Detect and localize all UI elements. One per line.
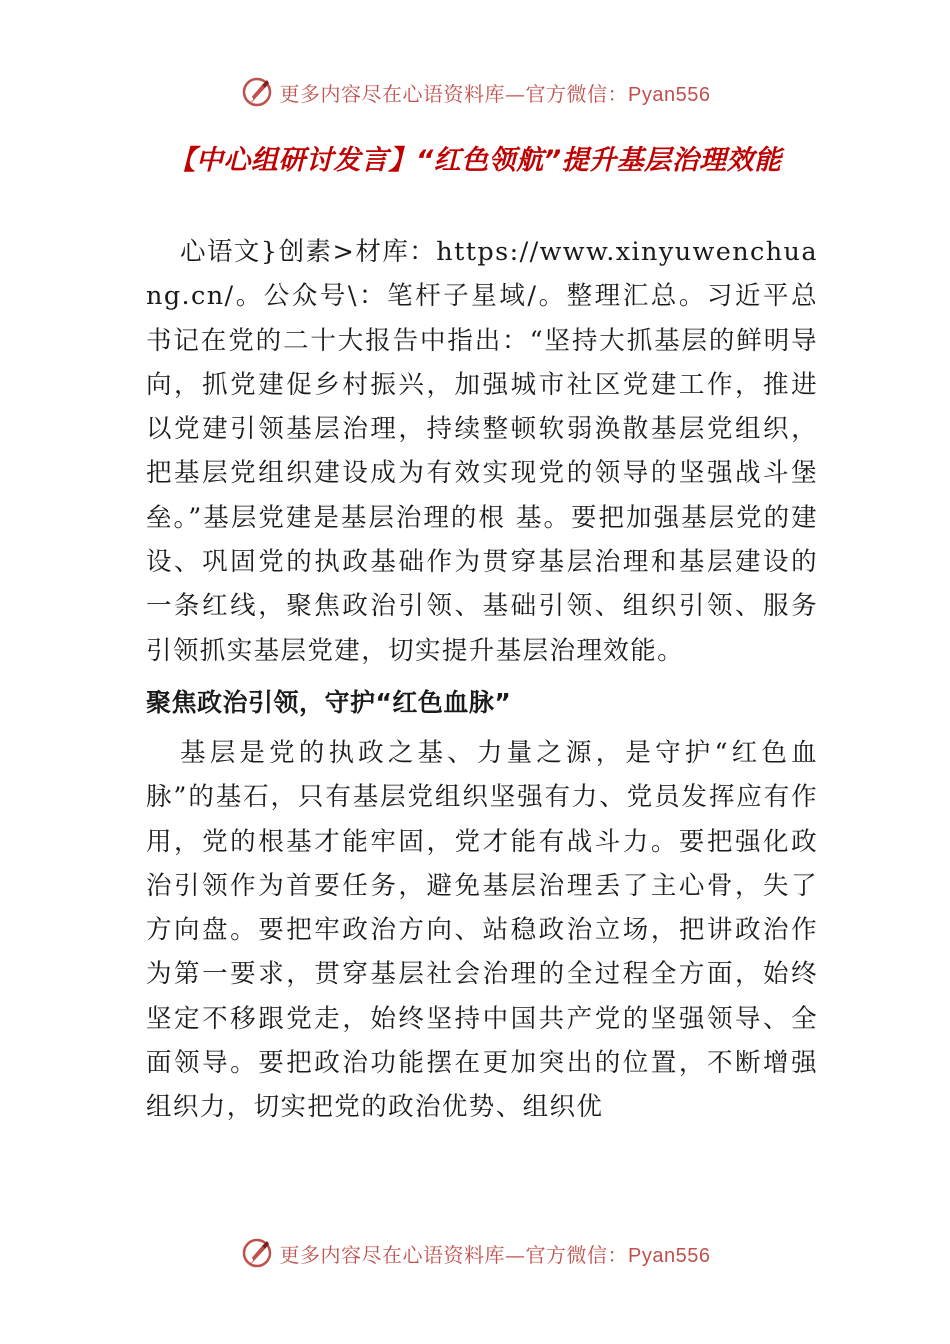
document-title: 【中心组研讨发言】“红色领航”提升基层治理效能 (168, 145, 782, 176)
section-paragraph: 基层是党的执政之基、力量之源，是守护“红色血脉”的基石，只有基层党组织坚强有力、党员发挥应有作用，党的根基才能牢固，党才能有战斗力。要把强化政治引领作为首要任务，避免基层治理丢了主心骨，失了方向盘。要把牢政治方向、站稳政治立场，把讲政治作为第一要求，贯穿基层社会治理的全过程全方面，始终坚定不移跟党走，始终坚持中国共产党的坚强领导、全面领导。要把政治功能摆在更加突出的位置，不断增强组织力，切实把党的政治优势、组织优 (146, 737, 818, 1123)
watermark-wechat-id: Pyan556 (628, 83, 711, 106)
watermark-text: 更多内容尽在心语资料库—官方微信： (279, 1242, 629, 1267)
intro-paragraph: 心语文}创素>材库：https://www.xinyuwenchuang.cn/。公众号\：笔杆子星域/。整理汇总。习近平总书记在党的二十大报告中指出：“坚持大抓基层的鲜明导向，抓党建促乡村振兴，加强城市社区党建工作，推进以党建引领基层治理，持续整顿软弱涣散基层党组织，把基层党组织建设成为有效实现党的领导的坚强战斗堡垒。”基层党建是基层治理的根 基。要把加强基层党的建设、巩固党的执政基础作为贯穿基层治理和基层建设的一条红线，聚焦政治引领、基础引领、组织引领、服务引领抓实基层党建，切实提升基层治理效能。 (146, 237, 818, 666)
section-heading: 聚焦政治引领，守护“红色血脉” (146, 687, 512, 717)
watermark-text: 更多内容尽在心语资料库—官方微信： (279, 81, 629, 106)
document-body (146, 230, 818, 1130)
watermark-banner-bottom (0, 1233, 950, 1273)
pen-logo-icon (240, 1236, 274, 1270)
watermark-banner-top (0, 72, 950, 112)
pen-logo-icon (240, 75, 274, 109)
watermark-wechat-id: Pyan556 (628, 1244, 711, 1267)
